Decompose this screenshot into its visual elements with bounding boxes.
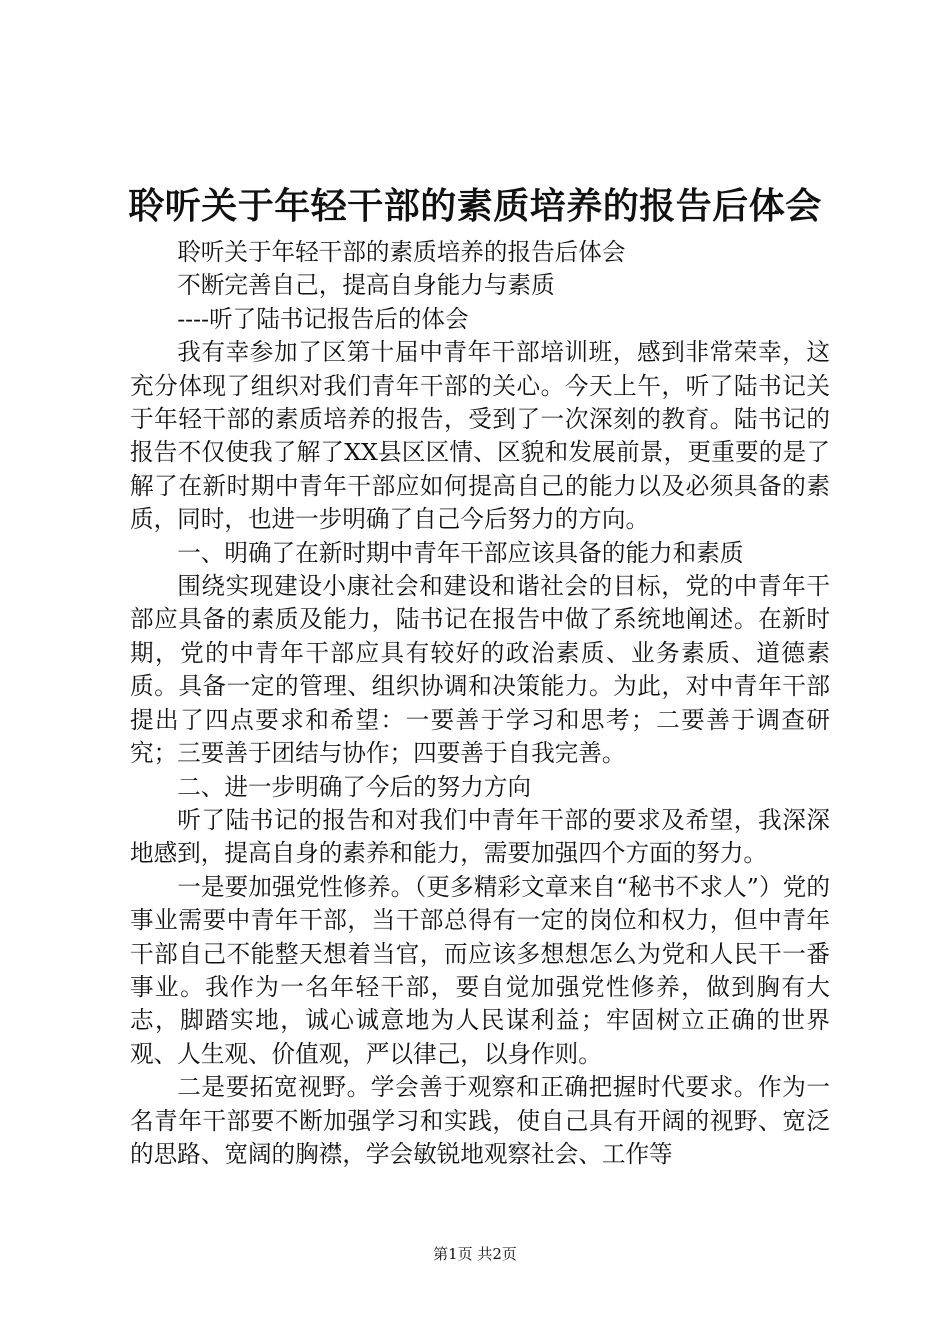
paragraph-point-two: 二是要拓宽视野。学会善于观察和正确把握时代要求。作为一名青年干部要不断加强学习和实践，使自己具有开阔的视野、宽泛的思路、宽阔的胸襟，学会敏锐地观察社会、工作等 [130,1073,830,1168]
paragraph-subtitle: 聆听关于年轻干部的素质培养的报告后体会 [177,238,626,266]
paragraph-intro: 我有幸参加了区第十届中青年干部培训班，感到非常荣幸，这充分体现了组织对我们青年干部的关心。今天上午，听了陆书记关于年轻干部的素质培养的报告，受到了一次深刻的教育。陆书记的报告不仅使我了解了XX县区区情、区貌和发展前景，更重要的是了解了在新时期中青年干部应如何提高自己的能力以及必须具备的素质，同时，也进一步明确了自己今后努力的方向。 [130,338,830,534]
document-body [130,236,830,1171]
section-heading-one: 一、明确了在新时期中青年干部应该具备的能力和素质 [177,538,744,567]
section-heading-two: 二、进一步明确了今后的努力方向 [177,772,532,801]
page-footer: 第1页 共2页 [433,1245,517,1263]
paragraph-byline: ----听了陆书记报告后的体会 [177,304,469,333]
paragraph-point-one: 一是要加强党性修养。（更多精彩文章来自“秘书不求人”）党的事业需要中青年干部，当干部总得有一定的岗位和权力，但中青年干部自己不能整天想着当官，而应该多想想怎么为党和人民干一番事业。我作为一名年轻干部，要自觉加强党性修养，做到胸有大志，脚踏实地，诚心诚意地为人民谋利益；牢固树立正确的世界观、人生观、价值观，严以律己，以身作则。 [130,872,830,1068]
paragraph-section-one: 围绕实现建设小康社会和建设和谐社会的目标，党的中青年干部应具备的素质及能力，陆书记在报告中做了系统地阐述。在新时期，党的中青年干部应具有较好的政治素质、业务素质、道德素质。具备一定的管理、组织协调和决策能力。为此，对中青年干部提出了四点要求和希望：一要善于学习和思考；二要善于调查研究；三要善于团结与协作；四要善于自我完善。 [130,572,830,768]
paragraph-section-two: 听了陆书记的报告和对我们中青年干部的要求及希望，我深深地感到，提高自身的素养和能力，需要加强四个方面的努力。 [130,805,830,868]
document-title: 聆听关于年轻干部的素质培养的报告后体会 [128,186,822,227]
paragraph-theme: 不断完善自己，提高自身能力与素质 [177,271,555,300]
